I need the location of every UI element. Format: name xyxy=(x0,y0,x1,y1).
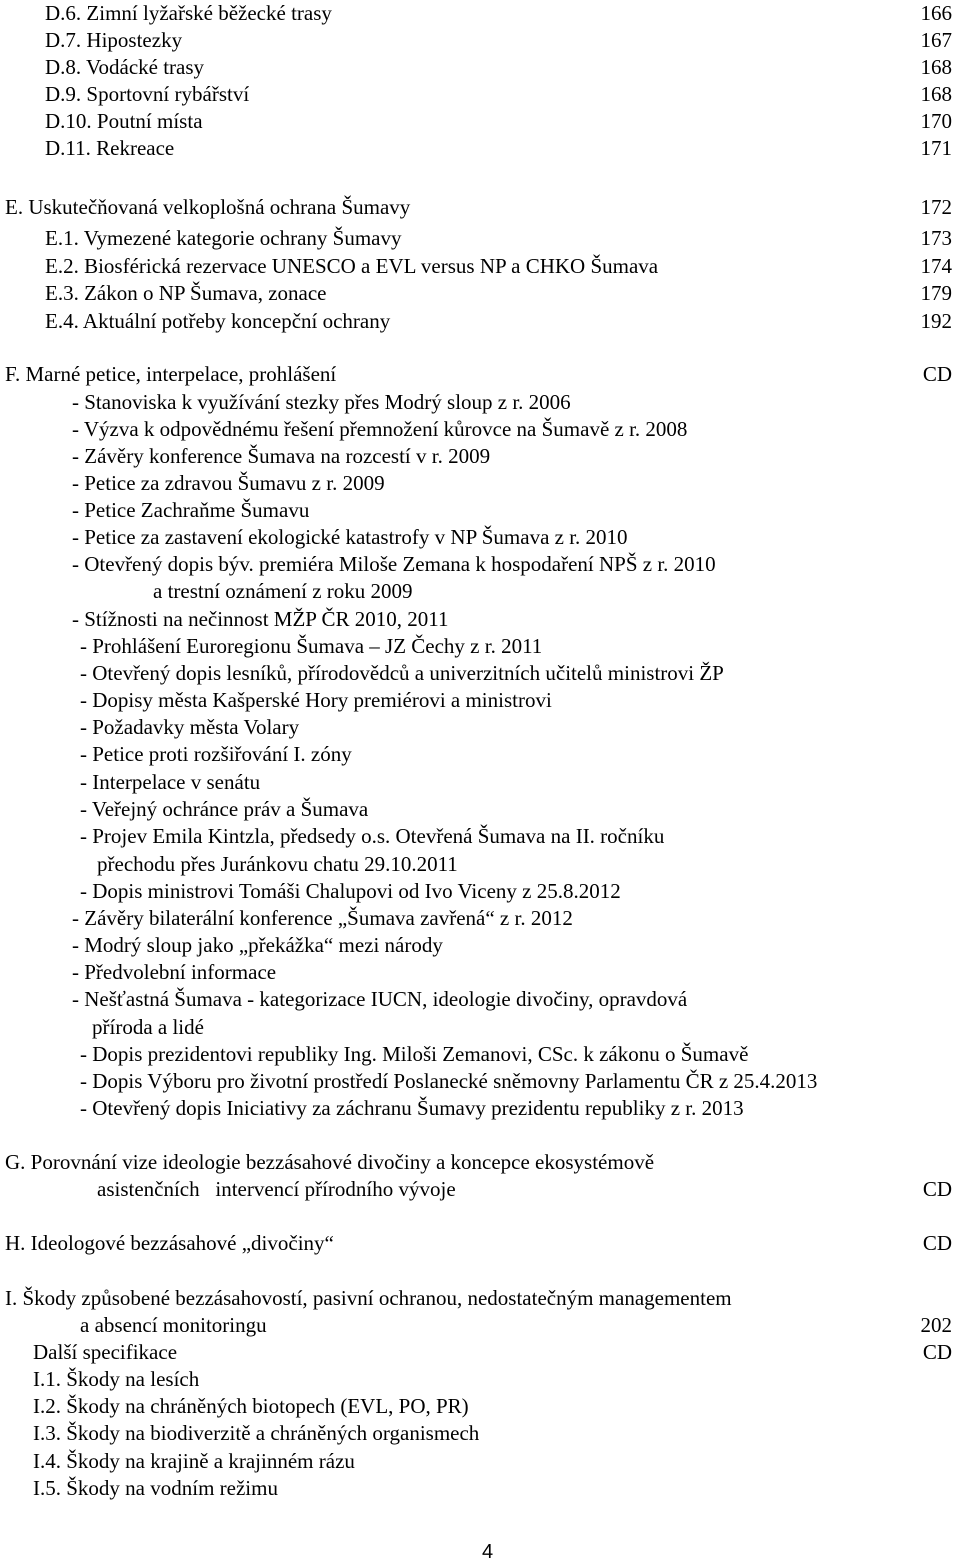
toc-entry-page: 202 xyxy=(920,1313,952,1337)
toc-subitem xyxy=(0,551,960,578)
toc-entry-text: - Dopisy města Kašperské Hory premiérovi a ministrovi xyxy=(80,688,552,712)
toc-entry-text: H. Ideologové bezzásahové „divočiny“ xyxy=(5,1231,334,1255)
toc-subitem xyxy=(0,416,960,443)
toc-subitem xyxy=(0,1095,960,1122)
toc-entry xyxy=(0,108,960,135)
toc-subitem xyxy=(0,905,960,932)
toc-entry-page: CD xyxy=(922,1340,952,1364)
toc-entry xyxy=(0,1448,960,1475)
toc-entry-page: 174 xyxy=(920,254,952,278)
toc-entry xyxy=(0,135,960,162)
toc-entry xyxy=(0,1339,960,1366)
toc-entry-text: E.2. Biosférická rezervace UNESCO a EVL versus NP a CHKO Šumava xyxy=(45,254,659,278)
toc-entry xyxy=(0,27,960,54)
toc-entry-page: 170 xyxy=(920,109,952,133)
toc-entry-text: G. Porovnání vize ideologie bezzásahové divočiny a koncepce ekosystémově xyxy=(5,1150,655,1174)
toc-entry-page: 173 xyxy=(920,226,952,250)
toc-entry xyxy=(0,280,960,307)
toc-subitem xyxy=(0,606,960,633)
toc-entry-text: - Veřejný ochránce práv a Šumava xyxy=(80,797,369,821)
toc-entry-text: asistenčních intervencí přírodního vývoje xyxy=(97,1177,456,1201)
toc-subitem xyxy=(0,687,960,714)
toc-entry-text: E.4. Aktuální potřeby koncepční ochrany xyxy=(45,309,391,333)
toc-entry-text: - Modrý sloup jako „překážka“ mezi národy xyxy=(72,933,443,957)
toc-entry xyxy=(0,253,960,280)
toc-subitem xyxy=(0,524,960,551)
toc-entry-text: - Předvolební informace xyxy=(72,960,277,984)
toc-subitem-continuation xyxy=(0,1014,960,1041)
toc-entry-page: 172 xyxy=(920,195,952,219)
toc-subitem xyxy=(0,769,960,796)
toc-entry xyxy=(0,225,960,252)
toc-entry-text: D.7. Hipostezky xyxy=(45,28,183,52)
toc-section-continuation xyxy=(0,1176,960,1203)
toc-entry-text: Další specifikace xyxy=(33,1340,178,1364)
toc-entry-text: I.1. Škody na lesích xyxy=(33,1367,200,1391)
toc-entry-text: - Dopis Výboru pro životní prostředí Poslanecké sněmovny Parlamentu ČR z 25.4.2013 xyxy=(80,1069,818,1093)
toc-entry-text: - Požadavky města Volary xyxy=(80,715,300,739)
toc-entry-text: - Závěry konference Šumava na rozcestí v r. 2009 xyxy=(72,444,491,468)
toc-entry-text: - Interpelace v senátu xyxy=(80,770,261,794)
toc-entry-text: a trestní oznámení z roku 2009 xyxy=(153,579,413,603)
toc-entry-text: - Prohlášení Euroregionu Šumava – JZ Čechy z r. 2011 xyxy=(80,634,543,658)
toc-entry-text: - Petice za zastavení ekologické katastrofy v NP Šumava z r. 2010 xyxy=(72,525,628,549)
toc-entry-text: - Otevřený dopis Iniciativy za záchranu Šumavy prezidentu republiky z r. 2013 xyxy=(80,1096,744,1120)
toc-entry-text: - Stanoviska k využívání stezky přes Modrý sloup z r. 2006 xyxy=(72,390,571,414)
toc-section-heading xyxy=(0,1285,960,1312)
toc-subitem xyxy=(0,1068,960,1095)
toc-entry-text: E. Uskutečňovaná velkoplošná ochrana Šumavy xyxy=(5,195,411,219)
toc-entry-text: - Petice za zdravou Šumavu z r. 2009 xyxy=(72,471,385,495)
toc-entry-text: - Otevřený dopis býv. premiéra Miloše Zemana k hospodaření NPŠ z r. 2010 xyxy=(72,552,716,576)
toc-subitem-continuation xyxy=(0,578,960,605)
toc-subitem xyxy=(0,796,960,823)
toc-entry xyxy=(0,54,960,81)
toc-entry-text: příroda a lidé xyxy=(92,1015,204,1039)
toc-subitem-continuation xyxy=(0,851,960,878)
toc-entry-text: I.3. Škody na biodiverzitě a chráněných organismech xyxy=(33,1421,480,1445)
toc-entry xyxy=(0,1475,960,1502)
toc-subitem xyxy=(0,959,960,986)
toc-subitem xyxy=(0,823,960,850)
toc-entry-text: - Výzva k odpovědnému řešení přemnožení kůrovce na Šumavě z r. 2008 xyxy=(72,417,688,441)
toc-subitem xyxy=(0,932,960,959)
toc-entry xyxy=(0,1366,960,1393)
toc-entry-text: přechodu přes Juránkovu chatu 29.10.2011 xyxy=(97,852,458,876)
toc-entry-page: 167 xyxy=(920,28,952,52)
toc-entry xyxy=(0,1420,960,1447)
toc-entry xyxy=(0,0,960,27)
toc-subitem xyxy=(0,878,960,905)
toc-entry-text: - Nešťastná Šumava - kategorizace IUCN, ideologie divočiny, opravdová xyxy=(72,987,688,1011)
toc-section-heading xyxy=(0,1230,960,1257)
toc-entry-page: CD xyxy=(922,362,952,386)
toc-entry-text: I.4. Škody na krajině a krajinném rázu xyxy=(33,1449,355,1473)
toc-subitem xyxy=(0,633,960,660)
toc-entry-page: 192 xyxy=(920,309,952,333)
toc-subitem xyxy=(0,443,960,470)
toc-entry-text: D.11. Rekreace xyxy=(45,136,175,160)
toc-entry-text: D.6. Zimní lyžařské běžecké trasy xyxy=(45,1,332,25)
toc-entry-text: E.1. Vymezené kategorie ochrany Šumavy xyxy=(45,226,402,250)
toc-entry-page: CD xyxy=(922,1231,952,1255)
toc-entry-text: E.3. Zákon o NP Šumava, zonace xyxy=(45,281,327,305)
toc-entry xyxy=(0,81,960,108)
toc-entry-text: D.10. Poutní místa xyxy=(45,109,203,133)
toc-entry-page: 168 xyxy=(920,82,952,106)
toc-section-heading xyxy=(0,194,960,221)
toc-subitem xyxy=(0,741,960,768)
toc-entry-text: - Petice proti rozšiřování I. zóny xyxy=(80,742,352,766)
toc-section-continuation xyxy=(0,1312,960,1339)
page-number: 4 xyxy=(481,1541,494,1563)
toc-entry-text: - Dopis ministrovi Tomáši Chalupovi od Ivo Viceny z 25.8.2012 xyxy=(80,879,621,903)
toc-subitem xyxy=(0,986,960,1013)
toc-entry-text: - Projev Emila Kintzla, předsedy o.s. Otevřená Šumava na II. ročníku xyxy=(80,824,665,848)
toc-entry-text: - Stížnosti na nečinnost MŽP ČR 2010, 2011 xyxy=(72,607,449,631)
toc-subitem xyxy=(0,389,960,416)
toc-entry-text: D.8. Vodácké trasy xyxy=(45,55,205,79)
toc-entry-text: a absencí monitoringu xyxy=(80,1313,267,1337)
toc-entry-text: D.9. Sportovní rybářství xyxy=(45,82,250,106)
toc-entry-text: - Otevřený dopis lesníků, přírodovědců a univerzitních učitelů ministrovi ŽP xyxy=(80,661,724,685)
toc-entry-text: I. Škody způsobené bezzásahovostí, pasivní ochranou, nedostatečným managementem xyxy=(5,1286,732,1310)
toc-entry-page: CD xyxy=(922,1177,952,1201)
toc-subitem xyxy=(0,1041,960,1068)
toc-entry xyxy=(0,1393,960,1420)
toc-entry-page: 168 xyxy=(920,55,952,79)
toc-entry-text: F. Marné petice, interpelace, prohlášení xyxy=(5,362,337,386)
toc-entry-text: - Závěry bilaterální konference „Šumava zavřená“ z r. 2012 xyxy=(72,906,573,930)
toc-subitem xyxy=(0,660,960,687)
toc-entry xyxy=(0,308,960,335)
toc-entry-page: 166 xyxy=(920,1,952,25)
toc-entry-text: - Petice Zachraňme Šumavu xyxy=(72,498,310,522)
toc-entry-text: I.2. Škody na chráněných biotopech (EVL, PO, PR) xyxy=(33,1394,469,1418)
toc-subitem xyxy=(0,470,960,497)
toc-subitem xyxy=(0,714,960,741)
toc-section-heading xyxy=(0,1149,960,1176)
toc-section-heading xyxy=(0,361,960,388)
toc-entry-text: I.5. Škody na vodním režimu xyxy=(33,1476,278,1500)
toc-entry-page: 179 xyxy=(920,281,952,305)
toc-entry-text: - Dopis prezidentovi republiky Ing. Miloši Zemanovi, CSc. k zákonu o Šumavě xyxy=(80,1042,749,1066)
toc-subitem xyxy=(0,497,960,524)
toc-entry-page: 171 xyxy=(920,136,952,160)
